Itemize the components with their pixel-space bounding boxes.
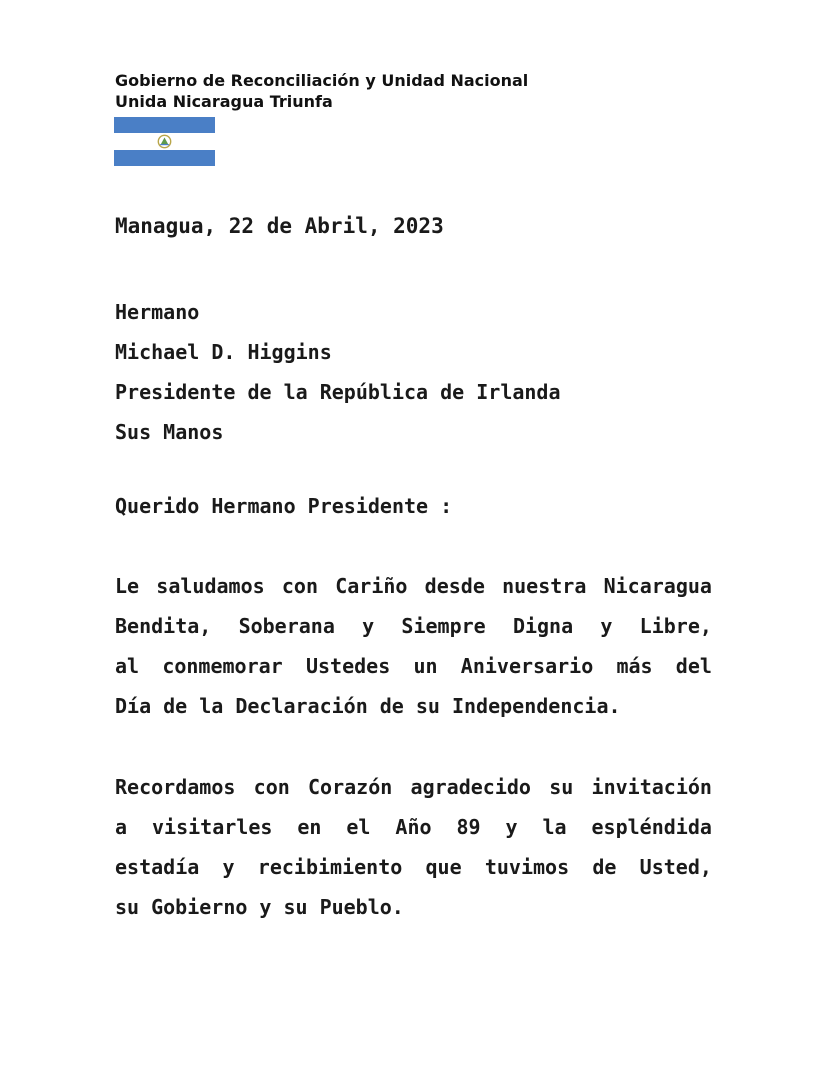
body-word: y	[222, 855, 235, 879]
body-word: la	[542, 815, 567, 839]
body-word: Siempre	[401, 614, 486, 638]
body-word: espléndida	[591, 815, 712, 839]
body-word: Bendita,	[115, 614, 212, 638]
body-word: su	[415, 694, 440, 718]
body-word: su	[115, 895, 140, 919]
body-word: Ustedes	[305, 654, 391, 678]
body-word: Gobierno	[151, 895, 248, 919]
flag-top-stripe	[114, 117, 215, 133]
body-word: Soberana	[238, 614, 335, 638]
body-word: tuvimos	[484, 855, 570, 879]
body-word: Digna	[512, 614, 574, 638]
body-word: desde	[424, 574, 485, 598]
body-word: en	[297, 815, 322, 839]
salutation: Querido Hermano Presidente :	[115, 494, 453, 518]
body-word: con	[281, 574, 318, 598]
body-word: que	[425, 855, 462, 879]
body-word: su	[549, 775, 574, 799]
body-word: Le	[115, 574, 140, 598]
body-text-line	[115, 646, 712, 686]
nicaragua-flag-icon	[114, 117, 215, 166]
body-word: Recordamos	[115, 775, 236, 799]
flag-emblem-base-icon	[160, 144, 169, 145]
body-word: visitarles	[151, 815, 273, 839]
body-word: Libre,	[639, 614, 712, 638]
body-word: su	[283, 895, 308, 919]
body-word: Corazón	[308, 775, 393, 799]
body-word: de	[163, 694, 188, 718]
letter-date: Managua, 22 de Abril, 2023	[115, 214, 444, 238]
body-word: con	[253, 775, 290, 799]
letterhead	[115, 70, 528, 112]
body-word: la	[199, 694, 224, 718]
body-word: Independencia.	[451, 694, 621, 718]
body-word: y	[362, 614, 375, 638]
body-word: saludamos	[156, 574, 265, 598]
body-word: Pueblo.	[319, 895, 404, 919]
recipient-delivery: Sus Manos	[115, 420, 224, 444]
body-word: invitación	[591, 775, 712, 799]
body-word: de	[592, 855, 617, 879]
flag-bottom-stripe	[114, 150, 215, 166]
body-text-line	[115, 686, 712, 726]
body-text-line	[115, 606, 712, 646]
body-word: el	[346, 815, 371, 839]
body-word: Año	[395, 815, 432, 839]
letterhead-government-name: Gobierno de Reconciliación y Unidad Nacional	[115, 71, 529, 90]
body-word: al	[115, 654, 140, 678]
body-text-line	[115, 767, 712, 807]
body-word: Usted,	[639, 855, 712, 879]
body-word: recibimiento	[257, 855, 403, 879]
body-text-line	[115, 807, 712, 847]
body-word: y	[600, 614, 613, 638]
recipient-name: Michael D. Higgins	[115, 340, 332, 364]
body-word: agradecido	[410, 775, 531, 799]
body-word: Cariño	[335, 574, 408, 598]
body-word: y	[505, 815, 518, 839]
body-word: Aniversario	[460, 654, 594, 678]
body-word: conmemorar	[162, 654, 283, 678]
recipient-title: Hermano	[115, 300, 200, 324]
recipient-block	[115, 292, 561, 452]
body-word: nuestra	[502, 574, 587, 598]
body-word: estadía	[115, 855, 200, 879]
body-word: Día	[115, 694, 152, 718]
body-word: del	[675, 654, 712, 678]
body-paragraph-2	[115, 767, 712, 927]
body-word: un	[413, 654, 438, 678]
body-word: de	[379, 694, 404, 718]
body-word: 89	[456, 815, 481, 839]
body-word: a	[115, 815, 128, 839]
body-text-line	[115, 566, 712, 606]
body-word: y	[259, 895, 272, 919]
body-word: Declaración	[235, 694, 368, 718]
body-word: Nicaragua	[603, 574, 712, 598]
body-text-line	[115, 887, 712, 927]
body-paragraph-1	[115, 566, 712, 726]
body-text-line	[115, 847, 712, 887]
body-word: más	[616, 654, 653, 678]
letterhead-slogan: Unida Nicaragua Triunfa	[115, 92, 333, 111]
recipient-position: Presidente de la República de Irlanda	[115, 380, 561, 404]
